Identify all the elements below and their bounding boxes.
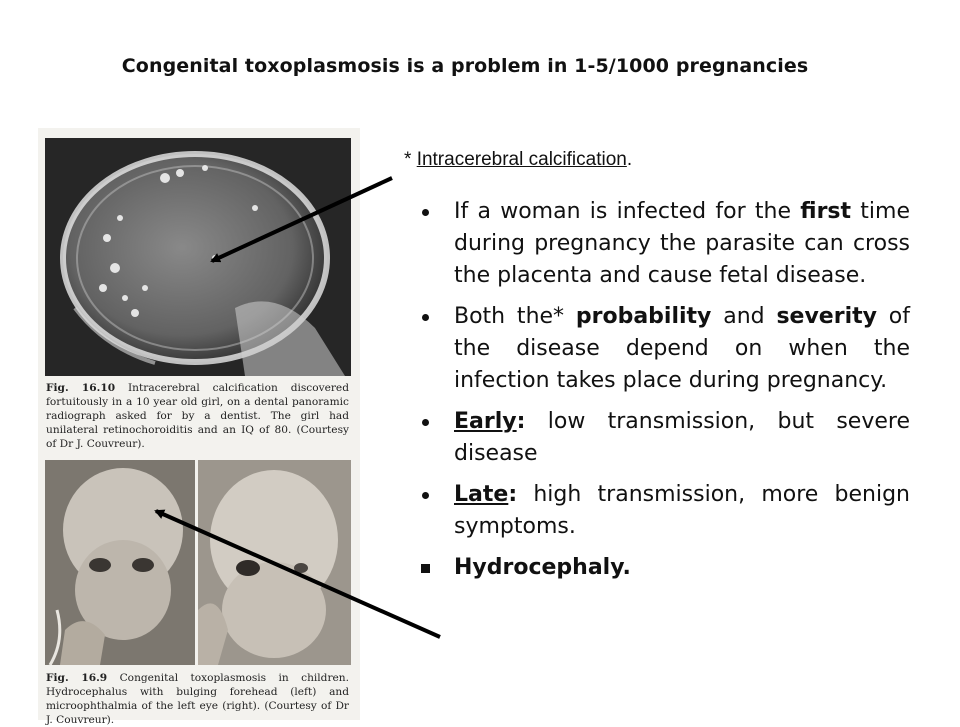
figure-label-2: Fig. 16.9 — [46, 672, 108, 684]
bullet-text: If a woman is infected for the — [454, 199, 801, 224]
callout-suffix: . — [626, 149, 633, 170]
bullet-text: of the disease depend on when the infection takes place during pregnancy. — [454, 304, 910, 393]
bullet-text: and — [711, 304, 777, 329]
hydrocephaly-arrow — [156, 511, 440, 637]
bullet-text: high transmission, more benign symptoms. — [454, 482, 910, 539]
bullet-text: severity — [776, 304, 877, 329]
figure-caption-text-1: Intracerebral calcification discovered fortuitously in a 10 year old girl, on a dental panoramic radiograph asked for by a dentist. The girl had unilateral retinochoroiditis and an IQ of 80. (Courtesy of Dr J. Couvreur). — [46, 382, 349, 450]
bullet-text: low transmission, but severe disease — [454, 409, 910, 466]
hydrocephaly-label: Hydrocephaly. — [454, 555, 631, 580]
bullet-text: Both the* — [454, 304, 576, 329]
bullet-text: Early — [454, 409, 517, 434]
bullet-text: probability — [575, 304, 712, 329]
bullet-text: : — [516, 409, 526, 434]
slide-title: Congenital toxoplasmosis is a problem in 1-5/1000 pregnancies — [121, 55, 809, 77]
calcification-arrow — [212, 178, 392, 261]
bullet-text: : — [508, 482, 518, 507]
figure-label-1: Fig. 16.10 — [46, 382, 116, 394]
bullet-text: first — [800, 199, 852, 224]
bullet-text: time during pregnancy the parasite can cross the placenta and cause fetal disease. — [454, 199, 910, 288]
callout-prefix: * — [404, 149, 417, 170]
figure-caption-text-2: Congenital toxoplasmosis in children. Hydrocephalus with bulging forehead (left) and microophthalmia of the left eye (right). (Courtesy of Dr J. Couvreur). — [46, 672, 349, 726]
bullet-text: Late — [454, 482, 509, 507]
callout-label: Intracerebral calcification — [416, 149, 627, 170]
